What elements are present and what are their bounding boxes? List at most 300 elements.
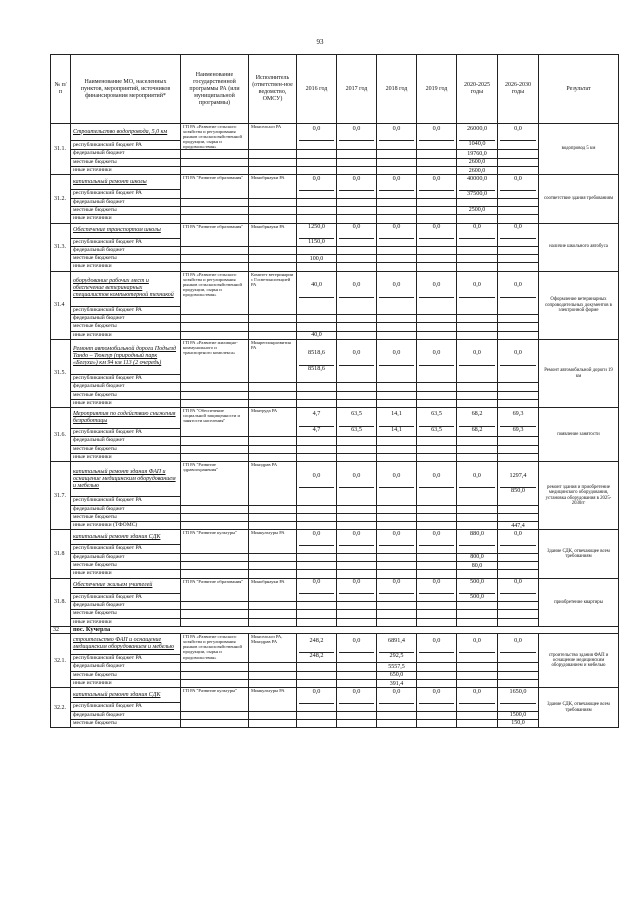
value-cell bbox=[498, 680, 539, 688]
source-row bbox=[51, 671, 619, 679]
source-name: иные источники bbox=[71, 680, 181, 688]
empty-cell bbox=[181, 246, 249, 254]
source-row bbox=[51, 383, 619, 391]
value-cell bbox=[498, 610, 539, 618]
value-cell bbox=[337, 671, 377, 679]
value-cell bbox=[337, 570, 377, 578]
value-total: 0,0 bbox=[432, 687, 441, 695]
value-cell bbox=[417, 158, 457, 166]
value-cell: 14,1 bbox=[379, 426, 414, 433]
program-name: ГП РА "Развитие образования" bbox=[181, 578, 249, 601]
value-cell bbox=[498, 513, 539, 521]
header-cell: 2018 год bbox=[377, 55, 417, 124]
source-name: федеральный бюджет bbox=[71, 663, 181, 671]
empty-cell bbox=[181, 680, 249, 688]
executor-name: Минобрнауки РА bbox=[249, 223, 297, 246]
source-name: иные источники bbox=[71, 215, 181, 223]
value-cell bbox=[498, 462, 539, 505]
source-row bbox=[51, 323, 619, 331]
measure-row bbox=[51, 634, 619, 655]
value-cell bbox=[417, 634, 457, 663]
value-cell bbox=[337, 610, 377, 618]
source-name: иные источники bbox=[71, 454, 181, 462]
source-row bbox=[51, 711, 619, 719]
value-cell bbox=[498, 618, 539, 626]
value-cell bbox=[498, 331, 539, 339]
value-cell: 4,7 bbox=[299, 426, 334, 433]
value-cell bbox=[417, 454, 457, 462]
source-name: федеральный бюджет bbox=[71, 711, 181, 719]
value-total: 0,0 bbox=[432, 174, 441, 182]
value-cell bbox=[419, 703, 454, 710]
value-cell bbox=[457, 570, 498, 578]
value-total: 0,0 bbox=[392, 471, 401, 479]
value-total: 0,0 bbox=[352, 174, 361, 182]
value-cell bbox=[377, 158, 417, 166]
measure-name: капитальный ремонт здания СДК bbox=[71, 530, 181, 545]
row-number: 31.8. bbox=[51, 578, 71, 626]
value-cell bbox=[297, 634, 337, 663]
value-cell bbox=[337, 215, 377, 223]
value-total: 0,0 bbox=[352, 349, 361, 357]
empty-cell bbox=[181, 663, 249, 671]
value-cell bbox=[339, 487, 374, 494]
value-cell bbox=[459, 487, 495, 494]
value-cell bbox=[417, 663, 457, 671]
value-cell bbox=[337, 680, 377, 688]
source-row bbox=[51, 719, 619, 727]
value-cell bbox=[297, 562, 337, 570]
value-cell bbox=[500, 190, 536, 197]
value-cell bbox=[377, 513, 417, 521]
value-cell bbox=[457, 175, 498, 198]
source-name: иные источники bbox=[71, 570, 181, 578]
value-cell bbox=[337, 505, 377, 513]
value-cell bbox=[337, 323, 377, 331]
value-cell bbox=[337, 263, 377, 271]
value-total: 0,0 bbox=[352, 687, 361, 695]
row-number: 31.2. bbox=[51, 175, 71, 223]
value-cell bbox=[339, 238, 374, 245]
value-cell: 1500,0 bbox=[498, 711, 539, 719]
value-cell bbox=[377, 150, 417, 158]
value-cell bbox=[417, 339, 457, 382]
empty-cell bbox=[181, 331, 249, 339]
header-cell: Наименование государственной программы РА (или муниципальной программы) bbox=[181, 55, 249, 124]
value-cell bbox=[337, 339, 377, 382]
value-cell bbox=[417, 198, 457, 206]
value-cell bbox=[297, 391, 337, 399]
value-cell bbox=[457, 618, 498, 626]
value-cell bbox=[498, 339, 539, 382]
value-cell bbox=[417, 271, 457, 314]
result-text: появление занятости bbox=[539, 408, 619, 462]
value-cell bbox=[377, 339, 417, 382]
value-cell bbox=[457, 223, 498, 246]
empty-cell bbox=[249, 315, 297, 323]
value-cell bbox=[377, 315, 417, 323]
value-cell bbox=[417, 711, 457, 719]
source-name: местные бюджеты bbox=[71, 719, 181, 727]
empty-cell bbox=[181, 553, 249, 561]
value-cell bbox=[297, 246, 337, 254]
value-cell bbox=[417, 323, 457, 331]
empty-cell bbox=[249, 198, 297, 206]
value-cell bbox=[339, 593, 374, 600]
value-cell bbox=[417, 246, 457, 254]
value-cell bbox=[299, 140, 334, 147]
value-cell bbox=[337, 688, 377, 711]
value-cell bbox=[377, 618, 417, 626]
value-cell bbox=[417, 578, 457, 601]
source-name: республиканский бюджет РА bbox=[71, 190, 181, 198]
value-cell bbox=[297, 530, 337, 553]
value-cell: 650,0 bbox=[377, 671, 417, 679]
executor-name: Комитет ветеринарии с Госветинспекцией РА bbox=[249, 271, 297, 314]
value-cell bbox=[297, 505, 337, 513]
source-row bbox=[51, 198, 619, 206]
value-total: 500,0 bbox=[470, 578, 484, 586]
source-row bbox=[51, 437, 619, 445]
value-cell bbox=[297, 315, 337, 323]
value-cell bbox=[337, 383, 377, 391]
value-cell bbox=[297, 198, 337, 206]
program-name: ГП РА «Развитие сельского хозяйства и регулирования рынков сельскохозяйственной продукции, сырья и продовольствия» bbox=[181, 634, 249, 663]
program-name: ГП РА "Развитие образования" bbox=[181, 175, 249, 198]
value-total: 0,0 bbox=[473, 281, 481, 289]
empty-cell bbox=[249, 167, 297, 175]
value-cell bbox=[417, 223, 457, 246]
executor-name: Минкультуры РА bbox=[249, 688, 297, 711]
value-cell: 8518,6 bbox=[299, 365, 334, 372]
value-total: 0,0 bbox=[432, 529, 441, 537]
value-cell bbox=[417, 610, 457, 618]
source-row bbox=[51, 505, 619, 513]
value-cell bbox=[297, 271, 337, 314]
value-total: 0,0 bbox=[392, 578, 401, 586]
value-cell bbox=[459, 652, 495, 659]
source-name: республиканский бюджет РА bbox=[71, 703, 181, 711]
measure-row bbox=[51, 688, 619, 703]
value-cell bbox=[498, 399, 539, 407]
executor-name: Минкультуры РА bbox=[249, 530, 297, 553]
value-cell bbox=[337, 445, 377, 453]
value-cell bbox=[417, 331, 457, 339]
value-cell bbox=[297, 408, 337, 437]
value-cell bbox=[337, 522, 377, 530]
source-name: федеральный бюджет bbox=[71, 383, 181, 391]
measure-name: оборудование рабочих мест и обеспечение ветеринарных специалистов компьютерной техникой bbox=[71, 271, 181, 306]
value-cell bbox=[457, 408, 498, 437]
value-cell bbox=[417, 383, 457, 391]
value-cell: 63,5 bbox=[339, 426, 374, 433]
source-row bbox=[51, 263, 619, 271]
empty-cell bbox=[249, 437, 297, 445]
source-row bbox=[51, 663, 619, 671]
value-total: 0,0 bbox=[312, 174, 321, 182]
source-name: федеральный бюджет bbox=[71, 198, 181, 206]
value-cell bbox=[339, 140, 374, 147]
value-total: 0,0 bbox=[514, 223, 522, 231]
empty-cell bbox=[181, 618, 249, 626]
value-cell bbox=[419, 487, 454, 494]
empty-cell bbox=[249, 454, 297, 462]
program-name: ГП РА «Развитие жилищно-коммунального и транспортного комплекса» bbox=[181, 339, 249, 382]
source-name: республиканский бюджет РА bbox=[71, 374, 181, 382]
source-name: местные бюджеты bbox=[71, 255, 181, 263]
measure-name: строительство ФАП и оснащение медицинским оборудованием и мебелью bbox=[71, 634, 181, 655]
source-name: республиканский бюджет РА bbox=[71, 655, 181, 663]
source-name: местные бюджеты bbox=[71, 610, 181, 618]
header-cell: Результат bbox=[539, 55, 619, 124]
value-cell bbox=[337, 578, 377, 601]
value-cell bbox=[419, 297, 454, 304]
empty-cell bbox=[249, 263, 297, 271]
value-total: 0,0 bbox=[352, 223, 361, 231]
empty-cell bbox=[249, 513, 297, 521]
value-cell bbox=[337, 553, 377, 561]
source-row bbox=[51, 553, 619, 561]
value-cell bbox=[459, 297, 495, 304]
value-cell bbox=[337, 634, 377, 663]
value-cell bbox=[377, 271, 417, 314]
value-cell bbox=[379, 297, 414, 304]
value-cell bbox=[498, 124, 539, 150]
value-cell bbox=[417, 150, 457, 158]
value-cell bbox=[457, 513, 498, 521]
value-total: 0,0 bbox=[352, 578, 361, 586]
row-number: 31.4 bbox=[51, 271, 71, 339]
empty-cell bbox=[249, 391, 297, 399]
row-number: 32.2. bbox=[51, 688, 71, 728]
value-cell: 150,0 bbox=[498, 719, 539, 727]
measure-name: Обеспечение жильем учителей bbox=[71, 578, 181, 593]
value-cell bbox=[457, 671, 498, 679]
value-cell bbox=[377, 562, 417, 570]
empty-cell bbox=[181, 454, 249, 462]
value-cell bbox=[297, 553, 337, 561]
value-cell bbox=[417, 688, 457, 711]
value-cell bbox=[377, 198, 417, 206]
value-total: 1650,0 bbox=[509, 687, 527, 695]
value-cell bbox=[377, 124, 417, 150]
value-cell bbox=[500, 140, 536, 147]
value-total: 6891,4 bbox=[387, 636, 405, 644]
source-row bbox=[51, 680, 619, 688]
value-cell bbox=[498, 634, 539, 663]
empty-cell bbox=[181, 522, 249, 530]
value-cell bbox=[337, 331, 377, 339]
value-cell bbox=[379, 140, 414, 147]
value-cell bbox=[419, 593, 454, 600]
value-total: 1297,4 bbox=[509, 471, 527, 479]
value-cell bbox=[377, 505, 417, 513]
value-total: 0,0 bbox=[432, 125, 441, 133]
source-row bbox=[51, 399, 619, 407]
value-cell: 40,0 bbox=[297, 331, 337, 339]
empty-cell bbox=[249, 610, 297, 618]
value-cell bbox=[379, 238, 414, 245]
value-total: 0,0 bbox=[473, 349, 481, 357]
value-cell: 69,3 bbox=[500, 426, 536, 433]
value-total: 0,0 bbox=[432, 578, 441, 586]
value-total: 0,0 bbox=[473, 471, 481, 479]
source-row bbox=[51, 610, 619, 618]
value-cell bbox=[297, 454, 337, 462]
page-number: 93 bbox=[316, 38, 324, 46]
empty-cell bbox=[249, 206, 297, 214]
value-cell bbox=[459, 365, 495, 372]
empty-cell bbox=[249, 663, 297, 671]
value-cell bbox=[299, 703, 334, 710]
empty-cell bbox=[249, 618, 297, 626]
value-cell bbox=[417, 680, 457, 688]
source-name: иные источники bbox=[71, 263, 181, 271]
value-cell bbox=[377, 610, 417, 618]
value-cell bbox=[377, 634, 417, 663]
value-cell bbox=[419, 652, 454, 659]
value-total: 0,0 bbox=[514, 349, 522, 357]
value-total: 0,0 bbox=[432, 223, 441, 231]
measure-name: капитальный ремонт школы bbox=[71, 175, 181, 190]
value-cell: 5557,5 bbox=[377, 663, 417, 671]
measure-row bbox=[51, 124, 619, 141]
source-name: местные бюджеты bbox=[71, 391, 181, 399]
value-cell bbox=[500, 545, 536, 552]
value-cell bbox=[377, 383, 417, 391]
value-cell bbox=[297, 339, 337, 382]
value-cell bbox=[337, 530, 377, 553]
value-cell bbox=[457, 445, 498, 453]
value-cell bbox=[457, 610, 498, 618]
measure-row bbox=[51, 530, 619, 545]
source-name: республиканский бюджет РА bbox=[71, 306, 181, 314]
program-name: ГП РА "Развитие культуры" bbox=[181, 530, 249, 553]
value-cell bbox=[457, 454, 498, 462]
empty-cell bbox=[181, 158, 249, 166]
empty-cell bbox=[249, 246, 297, 254]
value-cell bbox=[457, 198, 498, 206]
source-row bbox=[51, 315, 619, 323]
value-total: 0,0 bbox=[392, 125, 401, 133]
value-cell bbox=[457, 530, 498, 553]
source-row bbox=[51, 215, 619, 223]
measure-row bbox=[51, 339, 619, 374]
value-cell bbox=[297, 445, 337, 453]
empty-cell bbox=[181, 437, 249, 445]
value-cell bbox=[337, 150, 377, 158]
source-name: местные бюджеты bbox=[71, 323, 181, 331]
value-cell bbox=[297, 124, 337, 150]
value-total: 0,0 bbox=[392, 687, 401, 695]
value-cell: 63,5 bbox=[419, 426, 454, 433]
value-total: 4,7 bbox=[312, 410, 321, 418]
value-cell bbox=[377, 167, 417, 175]
executor-name: Минрегионразвития РА bbox=[249, 339, 297, 382]
source-name: федеральный бюджет bbox=[71, 601, 181, 609]
value-cell bbox=[457, 719, 498, 727]
value-cell bbox=[498, 223, 539, 246]
value-cell bbox=[498, 167, 539, 175]
measure-name: капитальный ремонт здания ФАП и оснащение медицинским оборудованием и мебелью bbox=[71, 462, 181, 497]
value-cell bbox=[498, 198, 539, 206]
value-cell bbox=[377, 578, 417, 601]
value-cell bbox=[417, 618, 457, 626]
value-cell bbox=[457, 263, 498, 271]
value-cell bbox=[417, 445, 457, 453]
value-cell bbox=[339, 297, 374, 304]
value-total: 880,0 bbox=[470, 529, 484, 537]
value-cell bbox=[417, 671, 457, 679]
source-name: местные бюджеты bbox=[71, 206, 181, 214]
source-name: иные источники (ТФОМС) bbox=[71, 522, 181, 530]
source-row bbox=[51, 255, 619, 263]
source-name: федеральный бюджет bbox=[71, 553, 181, 561]
empty-cell bbox=[181, 671, 249, 679]
value-total: 0,0 bbox=[392, 281, 401, 289]
empty-cell bbox=[249, 553, 297, 561]
value-cell bbox=[339, 190, 374, 197]
source-row bbox=[51, 454, 619, 462]
value-cell bbox=[377, 437, 417, 445]
value-total: 0,0 bbox=[352, 281, 361, 289]
value-cell bbox=[337, 719, 377, 727]
value-cell bbox=[299, 190, 334, 197]
value-cell bbox=[498, 158, 539, 166]
value-cell bbox=[297, 719, 337, 727]
value-cell bbox=[419, 238, 454, 245]
value-cell bbox=[377, 175, 417, 198]
value-total: 0,0 bbox=[432, 349, 441, 357]
value-cell bbox=[417, 255, 457, 263]
value-cell bbox=[337, 408, 377, 437]
value-cell bbox=[500, 652, 536, 659]
empty-cell bbox=[249, 323, 297, 331]
value-total: 0,0 bbox=[312, 125, 321, 133]
value-cell bbox=[297, 462, 337, 505]
source-row bbox=[51, 331, 619, 339]
executor-name: Минздрав РА bbox=[249, 462, 297, 505]
value-cell bbox=[417, 263, 457, 271]
value-cell bbox=[498, 408, 539, 437]
value-cell bbox=[457, 578, 498, 601]
value-cell bbox=[498, 671, 539, 679]
row-number: 31.5. bbox=[51, 339, 71, 407]
source-name: местные бюджеты bbox=[71, 445, 181, 453]
value-cell: 1150,0 bbox=[299, 238, 334, 245]
value-cell bbox=[457, 246, 498, 254]
source-row bbox=[51, 513, 619, 521]
value-cell bbox=[297, 383, 337, 391]
value-cell bbox=[498, 315, 539, 323]
measure-row bbox=[51, 462, 619, 497]
value-cell bbox=[337, 315, 377, 323]
empty-cell bbox=[181, 383, 249, 391]
value-cell bbox=[417, 562, 457, 570]
source-row bbox=[51, 570, 619, 578]
value-total: 8518,6 bbox=[307, 349, 325, 357]
measure-name: Ремонт автомобильной дороги Подъезд Тандо – Тюнгур (природный парк «Белуха») км 94 км 113 (2 очередь) bbox=[71, 339, 181, 374]
empty-cell bbox=[181, 399, 249, 407]
value-cell bbox=[417, 513, 457, 521]
empty-cell bbox=[181, 315, 249, 323]
row-number: 32.1. bbox=[51, 634, 71, 688]
result-text: Здание СДК, отвечающее всем требованиям bbox=[539, 688, 619, 728]
value-total: 40,0 bbox=[311, 281, 322, 289]
value-cell bbox=[299, 545, 334, 552]
value-cell bbox=[297, 522, 337, 530]
value-cell bbox=[500, 703, 536, 710]
